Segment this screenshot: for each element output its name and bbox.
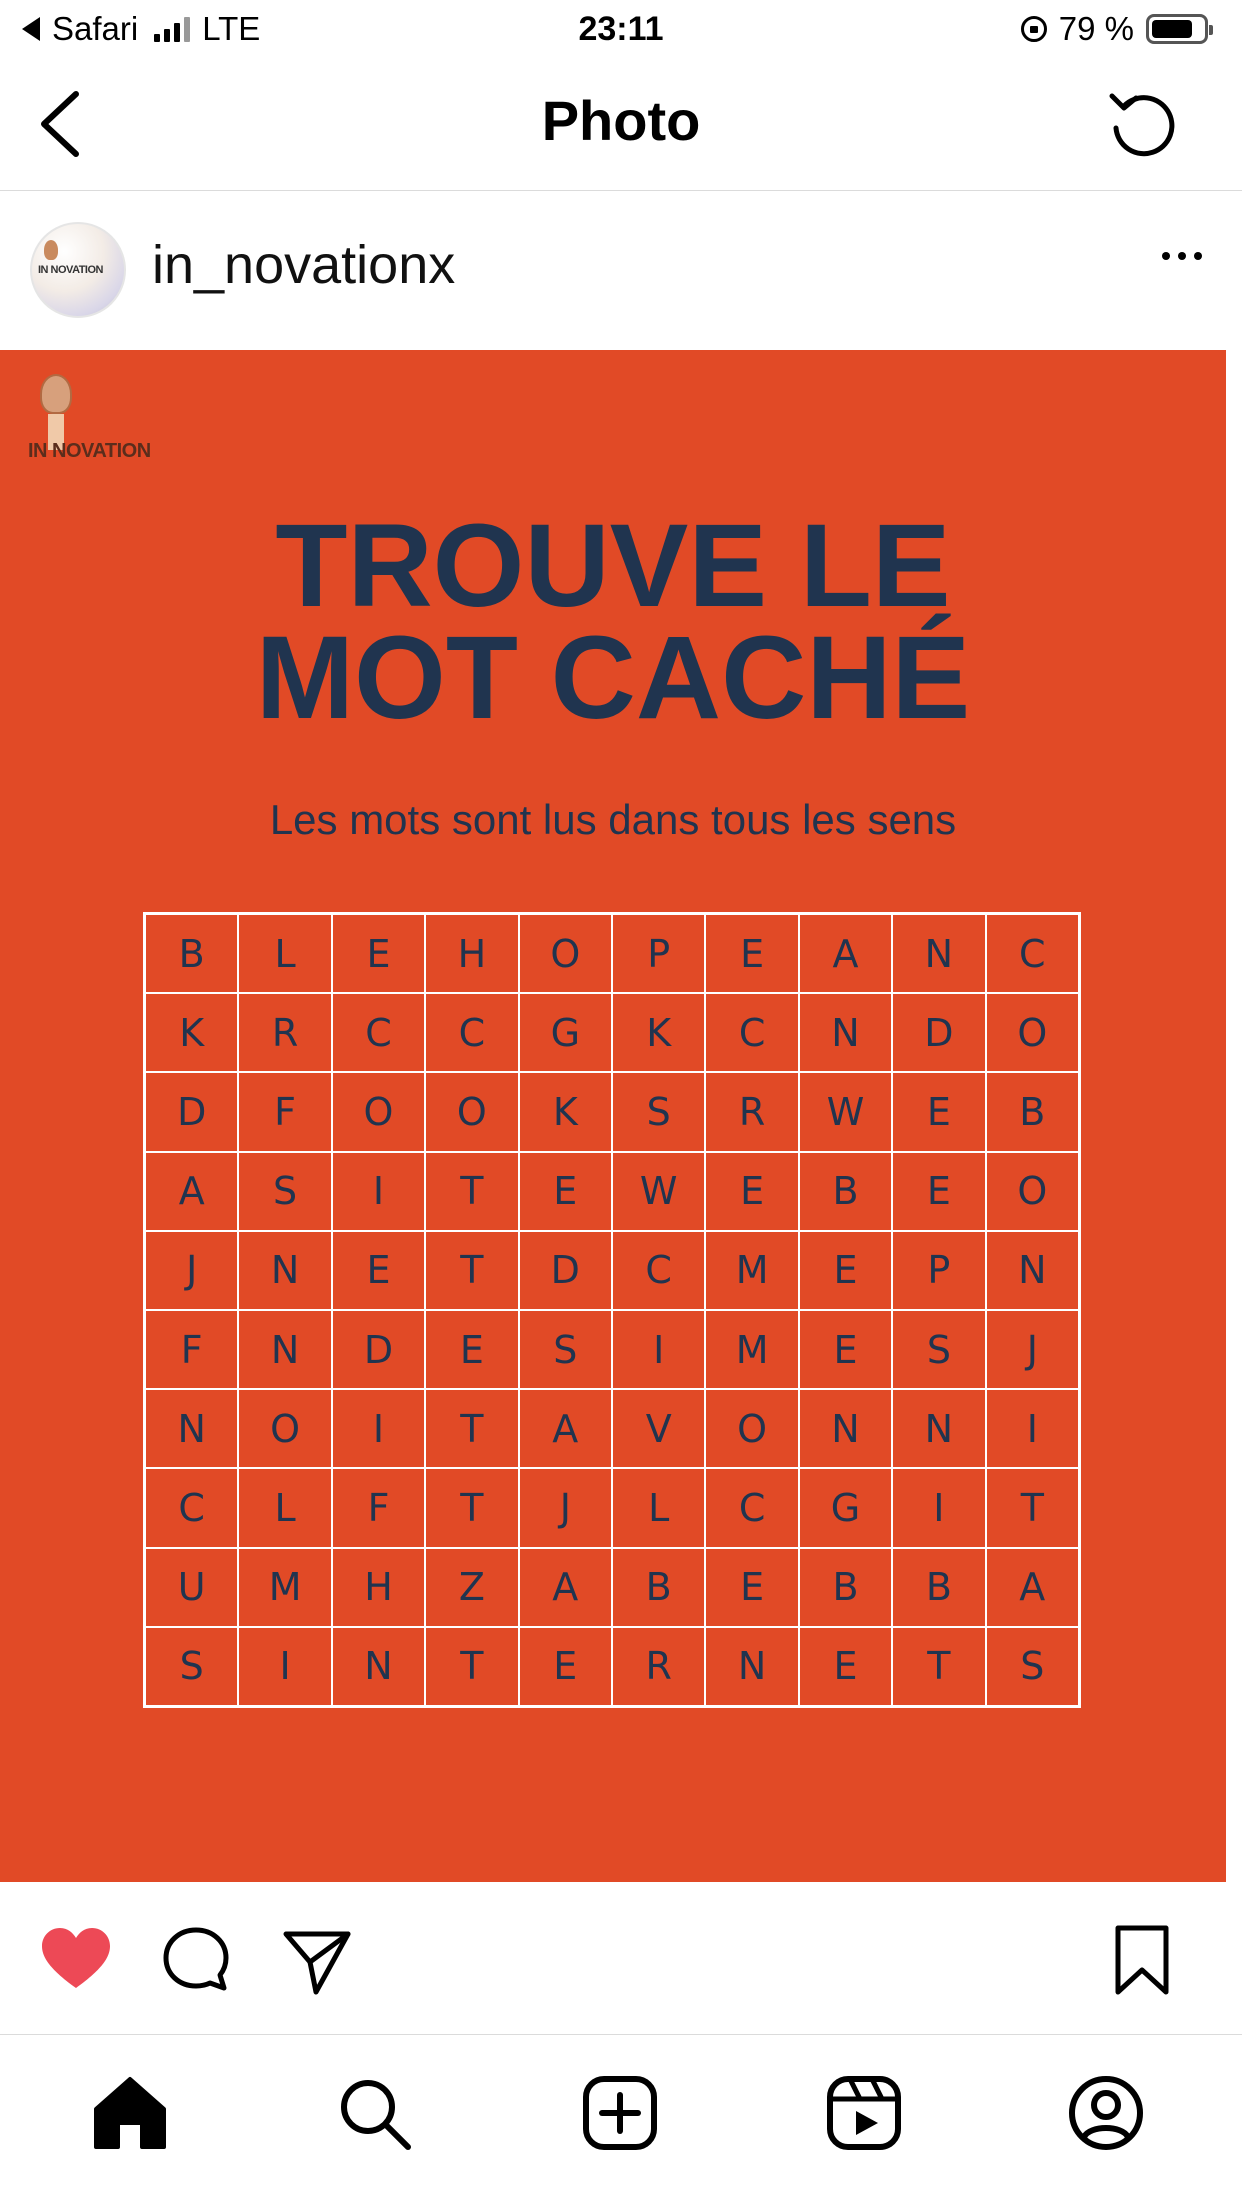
- grid-cell: N: [799, 993, 892, 1072]
- avatar-bulb-logo: [44, 240, 58, 260]
- grid-cell: L: [238, 1468, 331, 1547]
- grid-cell: R: [238, 993, 331, 1072]
- grid-cell: O: [238, 1389, 331, 1468]
- grid-cell: D: [892, 993, 985, 1072]
- grid-cell: C: [986, 914, 1079, 993]
- grid-cell: O: [519, 914, 612, 993]
- grid-cell: E: [705, 914, 798, 993]
- grid-cell: N: [986, 1231, 1079, 1310]
- grid-cell: P: [892, 1231, 985, 1310]
- grid-cell: O: [705, 1389, 798, 1468]
- grid-cell: E: [799, 1627, 892, 1706]
- grid-cell: J: [519, 1468, 612, 1547]
- grid-cell: S: [519, 1310, 612, 1389]
- grid-cell: K: [612, 993, 705, 1072]
- grid-cell: O: [425, 1072, 518, 1151]
- grid-cell: C: [705, 993, 798, 1072]
- grid-cell: I: [332, 1389, 425, 1468]
- avatar[interactable]: [30, 222, 126, 318]
- grid-cell: N: [799, 1389, 892, 1468]
- grid-cell: O: [986, 1152, 1079, 1231]
- grid-cell: D: [145, 1072, 238, 1151]
- grid-cell: A: [145, 1152, 238, 1231]
- puzzle-subtitle: Les mots sont lus dans tous les sens: [269, 796, 957, 843]
- grid-cell: C: [332, 993, 425, 1072]
- grid-cell: B: [612, 1548, 705, 1627]
- grid-cell: E: [799, 1231, 892, 1310]
- grid-cell: A: [519, 1389, 612, 1468]
- word-search-grid: [143, 912, 1081, 1708]
- grid-cell: S: [986, 1627, 1079, 1706]
- grid-cell: N: [145, 1389, 238, 1468]
- bookmark-icon[interactable]: [1104, 1922, 1180, 1998]
- grid-cell: W: [799, 1072, 892, 1151]
- grid-cell: M: [238, 1548, 331, 1627]
- grid-cell: O: [332, 1072, 425, 1151]
- grid-cell: P: [612, 914, 705, 993]
- profile-icon[interactable]: [1064, 2071, 1148, 2155]
- grid-cell: L: [238, 914, 331, 993]
- grid-cell: U: [145, 1548, 238, 1627]
- grid-cell: C: [425, 993, 518, 1072]
- grid-cell: V: [612, 1389, 705, 1468]
- grid-cell: T: [425, 1231, 518, 1310]
- grid-cell: B: [986, 1072, 1079, 1151]
- grid-cell: G: [519, 993, 612, 1072]
- grid-cell: E: [332, 914, 425, 993]
- grid-cell: E: [799, 1310, 892, 1389]
- grid-cell: M: [705, 1231, 798, 1310]
- grid-cell: E: [705, 1152, 798, 1231]
- grid-cell: B: [145, 914, 238, 993]
- grid-cell: I: [986, 1389, 1079, 1468]
- grid-cell: F: [332, 1468, 425, 1547]
- orientation-lock-icon: [1021, 16, 1047, 42]
- grid-cell: G: [799, 1468, 892, 1547]
- grid-cell: N: [892, 1389, 985, 1468]
- grid-cell: T: [425, 1152, 518, 1231]
- grid-cell: B: [892, 1548, 985, 1627]
- more-options-icon[interactable]: [1162, 252, 1202, 260]
- grid-cell: A: [519, 1548, 612, 1627]
- grid-cell: I: [238, 1627, 331, 1706]
- reload-icon[interactable]: [1102, 84, 1182, 164]
- grid-cell: E: [519, 1152, 612, 1231]
- grid-cell: E: [705, 1548, 798, 1627]
- share-icon[interactable]: [278, 1922, 354, 1998]
- grid-cell: J: [986, 1310, 1079, 1389]
- grid-cell: I: [332, 1152, 425, 1231]
- grid-cell: T: [892, 1627, 985, 1706]
- grid-cell: S: [145, 1627, 238, 1706]
- grid-cell: A: [986, 1548, 1079, 1627]
- grid-cell: B: [799, 1548, 892, 1627]
- battery-fill: [1152, 20, 1192, 38]
- clock: 23:11: [578, 10, 664, 48]
- grid-cell: F: [145, 1310, 238, 1389]
- grid-cell: T: [425, 1468, 518, 1547]
- avatar-logo-text: IN NOVATION: [38, 264, 103, 276]
- battery-icon: [1146, 14, 1208, 44]
- puzzle-title-line1: TROUVE LE: [275, 500, 951, 632]
- grid-cell: S: [612, 1072, 705, 1151]
- brand-logo-text: IN NOVATION: [28, 440, 151, 462]
- navigation-header: [0, 62, 1242, 191]
- grid-cell: J: [145, 1231, 238, 1310]
- status-right: [1021, 10, 1208, 48]
- grid-cell: W: [612, 1152, 705, 1231]
- grid-cell: T: [425, 1389, 518, 1468]
- reels-icon[interactable]: [822, 2071, 906, 2155]
- post-action-bar: [0, 1882, 1242, 2035]
- grid-cell: I: [892, 1468, 985, 1547]
- grid-cell: D: [519, 1231, 612, 1310]
- grid-cell: S: [238, 1152, 331, 1231]
- grid-cell: E: [892, 1072, 985, 1151]
- grid-cell: K: [145, 993, 238, 1072]
- grid-cell: B: [799, 1152, 892, 1231]
- comment-icon[interactable]: [158, 1922, 234, 1998]
- new-post-icon[interactable]: [578, 2071, 662, 2155]
- grid-cell: D: [332, 1310, 425, 1389]
- grid-cell: E: [425, 1310, 518, 1389]
- status-bar: [0, 0, 1242, 62]
- post-image[interactable]: [0, 350, 1226, 1882]
- grid-cell: T: [425, 1627, 518, 1706]
- search-icon[interactable]: [332, 2071, 416, 2155]
- grid-cell: H: [425, 914, 518, 993]
- grid-cell: C: [612, 1231, 705, 1310]
- grid-cell: E: [519, 1627, 612, 1706]
- grid-cell: I: [612, 1310, 705, 1389]
- grid-cell: R: [705, 1072, 798, 1151]
- grid-cell: Z: [425, 1548, 518, 1627]
- network-label: LTE: [202, 10, 261, 47]
- grid-cell: A: [799, 914, 892, 993]
- username[interactable]: in_novationx: [152, 235, 456, 295]
- grid-cell: N: [238, 1231, 331, 1310]
- grid-cell: F: [238, 1072, 331, 1151]
- grid-cell: H: [332, 1548, 425, 1627]
- grid-cell: N: [332, 1627, 425, 1706]
- heart-icon[interactable]: [38, 1922, 114, 1998]
- grid-cell: N: [892, 914, 985, 993]
- grid-cell: N: [238, 1310, 331, 1389]
- home-icon[interactable]: [88, 2071, 172, 2155]
- grid-cell: K: [519, 1072, 612, 1151]
- grid-cell: C: [705, 1468, 798, 1547]
- back-app-label[interactable]: Safari: [52, 10, 139, 47]
- puzzle-title-line2: MOT CACHÉ: [255, 612, 971, 744]
- grid-cell: M: [705, 1310, 798, 1389]
- bottom-tab-bar: [0, 2035, 1242, 2208]
- brand-logo: [26, 374, 186, 462]
- grid-cell: E: [892, 1152, 985, 1231]
- grid-cell: R: [612, 1627, 705, 1706]
- grid-cell: O: [986, 993, 1079, 1072]
- puzzle-title: [0, 500, 1226, 744]
- grid-cell: C: [145, 1468, 238, 1547]
- post-header: [0, 190, 1242, 350]
- grid-cell: E: [332, 1231, 425, 1310]
- grid-cell: T: [986, 1468, 1079, 1547]
- grid-cell: N: [705, 1627, 798, 1706]
- lightbulb-icon: [40, 374, 72, 414]
- battery-percent: 79 %: [1058, 10, 1134, 47]
- page-title: Photo: [541, 89, 701, 152]
- grid-cell: S: [892, 1310, 985, 1389]
- grid-cell: L: [612, 1468, 705, 1547]
